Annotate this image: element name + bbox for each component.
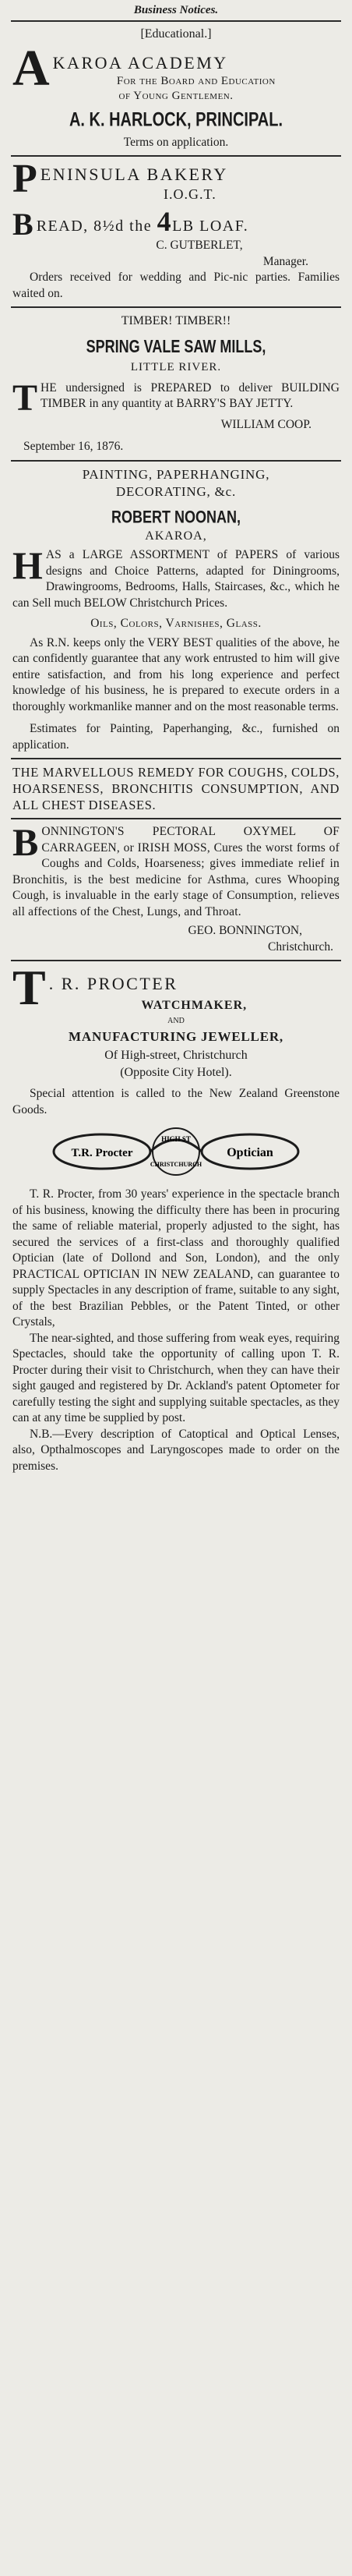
bread-big-number: 4	[157, 210, 173, 237]
ad-subtitle: WATCHMAKER,	[141, 999, 248, 1012]
signature-place: Christchurch.	[268, 939, 333, 954]
drop-cap: B	[12, 210, 33, 238]
ad-title: . R. PROCTER	[48, 974, 178, 993]
ad-subtitle: of Young Gentlemen.	[118, 89, 234, 102]
ad-subtitle: AKAROA,	[145, 529, 207, 543]
bread-text: LB LOAF.	[172, 218, 249, 235]
address: Of High-street, Christchurch	[104, 1049, 248, 1062]
divider	[11, 758, 341, 759]
bread-text: READ, 8½d the	[36, 218, 157, 235]
ad-date: September 16, 1876.	[23, 440, 124, 453]
ad-title: SPRING VALE SAW MILLS,	[86, 336, 266, 356]
divider	[11, 960, 341, 961]
spectacles-logo	[12, 1124, 340, 1179]
logo-text-top: HIGH ST	[161, 1135, 191, 1143]
ad-body: N.B.—Every description of Catoptical and Optical Lenses, also, Opthalmoscopes and Laryngoscopes made to order on the premises.	[12, 1427, 340, 1473]
divider	[11, 460, 341, 462]
divider	[11, 306, 341, 308]
spectacles-logo-icon	[48, 1124, 304, 1179]
drop-cap: T	[12, 966, 46, 1015]
ad-body: ONNINGTON'S PECTORAL OXYMEL OF CARRAGEEN, or IRISH MOSS, Cures the worst forms of Coughs and Colds, Hoarseness; gives immediate relief in Bronchitis, is the best medicine for Asthma, cures Whooping Cough, is invaluable in the early stage of Consumption, relieves all affections of the Chest, Lungs, and Throat.	[12, 825, 340, 918]
ad-heading: PAINTING, PAPERHANGING,	[82, 466, 270, 482]
ad-tr-procter	[11, 966, 341, 1474]
ad-category: [Educational.]	[140, 27, 212, 41]
ad-heading: TIMBER! TIMBER!!	[121, 314, 231, 327]
ad-title: ROBERT NOONAN,	[111, 507, 241, 526]
divider	[11, 20, 341, 22]
newspaper-column	[11, 0, 341, 1474]
ad-body: AS a LARGE ASSORTMENT of PAPERS of various designs and Choice Patterns, adapted for Diningrooms, Drawingrooms, Bedrooms, Halls, Staircases, &c., which he can Sell much BELOW Christchurch Prices.	[12, 548, 340, 610]
ad-title: THE MARVELLOUS REMEDY FOR COUGHS, COLDS, HOARSENESS, BRONCHITIS CONSUMPTION, AND ALL CHEST DISEASES.	[12, 765, 340, 812]
ad-subtitle: LITTLE RIVER.	[130, 361, 222, 373]
logo-text-left: T.R. Procter	[71, 1147, 133, 1159]
ad-title: KAROA ACADEMY	[52, 52, 228, 73]
ad-bonnington-oxymel	[11, 824, 341, 955]
terms: Terms on application.	[123, 135, 229, 149]
ad-subtitle: For the Board and Education	[116, 74, 276, 87]
ad-subtitle: MANUFACTURING JEWELLER,	[69, 1029, 283, 1044]
drop-cap: H	[12, 547, 43, 587]
ad-body: Orders received for wedding and Pic-nic parties. Families waited on.	[12, 271, 340, 300]
ad-remedy-headline	[11, 764, 341, 813]
bread-price	[12, 210, 340, 238]
manager-role: Manager.	[262, 254, 308, 268]
drop-cap: P	[12, 161, 37, 201]
divider	[11, 155, 341, 157]
drop-cap: B	[12, 824, 39, 864]
principal-name: A. K. HARLOCK, PRINCIPAL.	[69, 108, 283, 131]
ad-heading: DECORATING, &c.	[115, 483, 237, 499]
drop-cap: T	[12, 380, 38, 414]
logo-text-right: Optician	[227, 1146, 273, 1159]
ad-body: Special attention is called to the New Zealand Greenstone Goods.	[12, 1087, 340, 1116]
manager-name: C. GUTBERLET,	[156, 239, 243, 252]
logo-text-bottom: CHRISTCHURCH	[150, 1161, 202, 1168]
ad-body: The near-sighted, and those suffering from weak eyes, requiring Spectacles, should take the opportunity of calling upon T. R. Procter during their visit to Christchurch, when they can have their sight gauged and registered by Dr. Ackland's patent Optometer for carefully testing the sight and supplying suitable spectacles, as they can at any time be supplied by post.	[12, 1331, 340, 1424]
drop-cap: A	[12, 45, 50, 97]
ad-robert-noonan	[11, 466, 341, 754]
ad-subtitle: AND	[167, 1017, 185, 1025]
divider	[11, 818, 341, 819]
ad-peninsula-bakery	[11, 161, 341, 302]
section-header: Business Notices.	[133, 4, 219, 16]
signature: WILLIAM COOP.	[220, 417, 312, 431]
address: (Opposite City Hotel).	[120, 1066, 232, 1079]
ad-body: As R.N. keeps only the VERY BEST qualities of the above, he can confidently guarantee that any work entrusted to him will give entire satisfaction, and from his long experience and perfect knowledge of his business, he is prepared to execute orders in a thoroughly workmanlike manner and on the most reasonable terms.	[12, 635, 340, 713]
signature: GEO. BONNINGTON,	[188, 924, 302, 937]
ad-title: ENINSULA BAKERY	[40, 165, 228, 184]
ad-spring-vale-saw-mills	[11, 313, 341, 455]
ad-products: Oils, Colors, Varnishes, Glass.	[90, 617, 262, 630]
ad-body: HE undersigned is PREPARED to deliver BUILDING TIMBER in any quantity at BARRY'S BAY JETTY.	[40, 380, 340, 410]
ad-body: Estimates for Painting, Paperhanging, &c., furnished on application.	[12, 722, 340, 752]
ad-subtitle: I.O.G.T.	[164, 186, 216, 202]
ad-body: T. R. Procter, from 30 years' experience in the spectacle branch of his business, knowing the difficulty there has been in procuring the same of reliable material, properly adjusted to the sight, has secured the services of a first-class and thoroughly qualified Optician (late of Dollond and Son, London), and the only PRACTICAL OPTICIAN IN NEW ZEALAND, can guarantee to supply Spectacles in any description of frame, suitable to any sight, of the best Brazilian Pebbles, or the Patent Tinted, or other Crystals,	[12, 1187, 340, 1329]
ad-akaroa-academy	[11, 27, 341, 150]
